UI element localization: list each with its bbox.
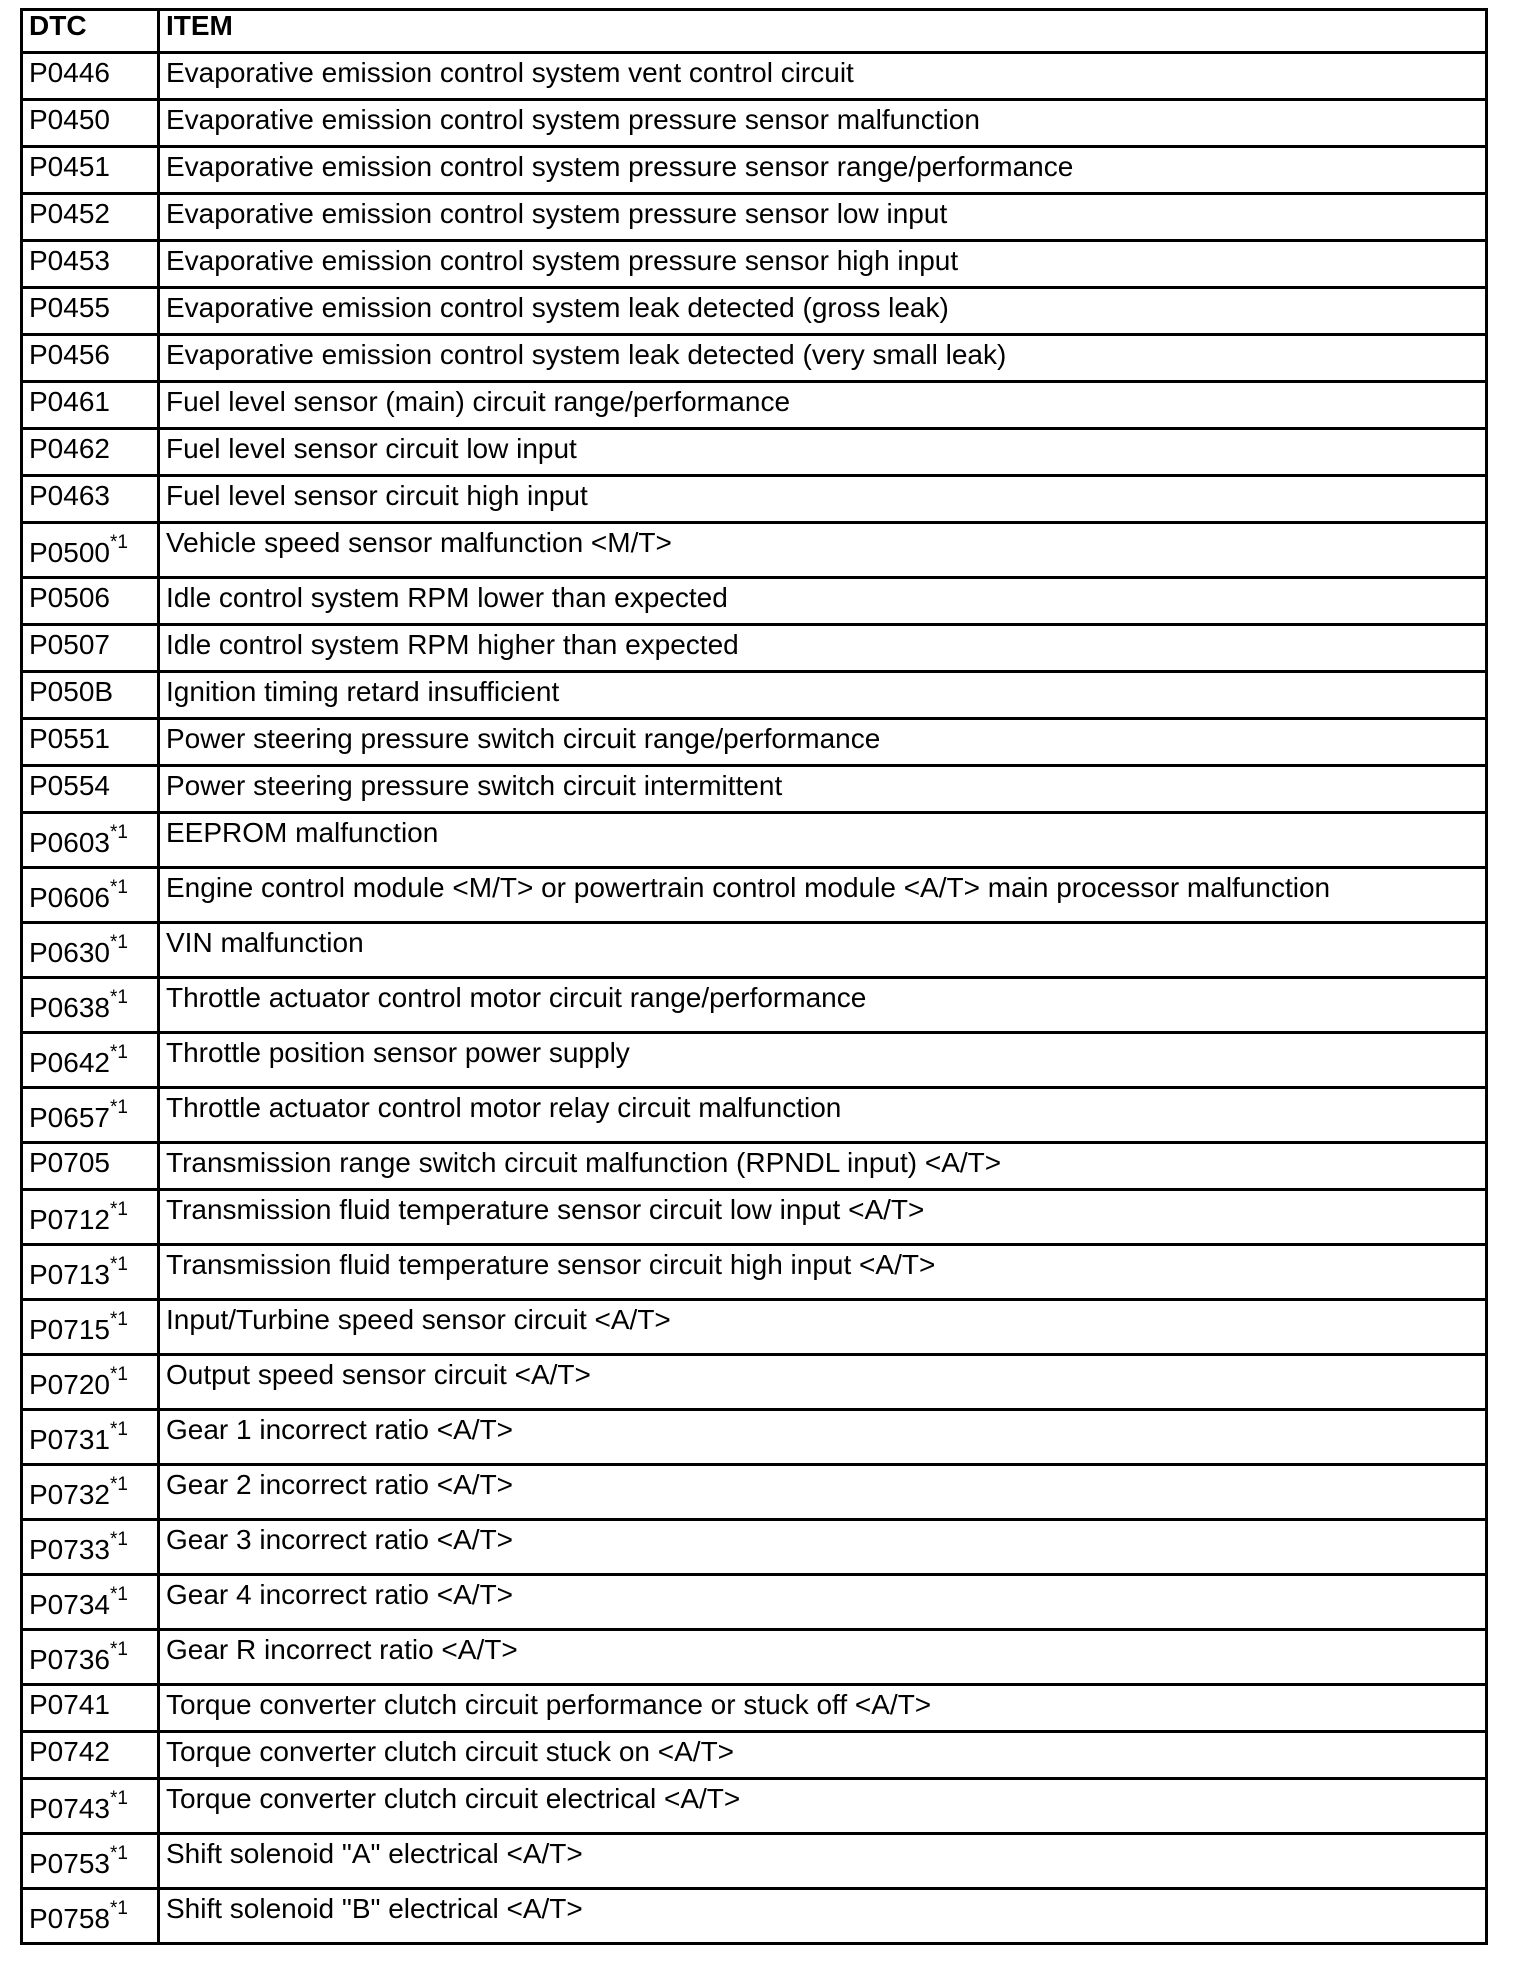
table-row (22, 288, 1487, 335)
table-row (22, 1834, 1487, 1889)
item-cell (159, 53, 1487, 100)
dtc-code: P0463 (29, 480, 110, 511)
dtc-cell (22, 1575, 159, 1630)
item-description: Throttle position sensor power supply (166, 1037, 630, 1068)
table-row (22, 1889, 1487, 1944)
item-cell (159, 1245, 1487, 1300)
item-description: EEPROM malfunction (166, 817, 439, 848)
item-description: Input/Turbine speed sensor circuit <A/T> (166, 1304, 671, 1335)
footnote-marker: *1 (109, 1843, 128, 1864)
footnote-marker: *1 (109, 1529, 128, 1550)
table-row (22, 672, 1487, 719)
item-cell (159, 1685, 1487, 1732)
item-cell (159, 978, 1487, 1033)
table-row (22, 1575, 1487, 1630)
item-description: Throttle actuator control motor relay circuit malfunction (166, 1092, 842, 1123)
item-description: Transmission fluid temperature sensor circuit high input <A/T> (166, 1249, 936, 1280)
item-description: Gear 1 incorrect ratio <A/T> (166, 1414, 514, 1445)
dtc-code: P0758 (29, 1903, 110, 1934)
item-description: Torque converter clutch circuit electrical <A/T> (166, 1783, 741, 1814)
item-cell (159, 672, 1487, 719)
item-description: Idle control system RPM lower than expected (166, 582, 728, 613)
dtc-code: P0731 (29, 1424, 110, 1455)
footnote-marker: *1 (109, 1199, 128, 1220)
table-row (22, 1143, 1487, 1190)
dtc-cell (22, 1088, 159, 1143)
item-cell (159, 335, 1487, 382)
footnote-marker: *1 (109, 822, 128, 843)
item-cell (159, 766, 1487, 813)
item-cell (159, 1033, 1487, 1088)
dtc-cell (22, 335, 159, 382)
item-cell (159, 1190, 1487, 1245)
dtc-code: P0450 (29, 104, 110, 135)
table-row (22, 1465, 1487, 1520)
table-row (22, 476, 1487, 523)
table-row (22, 1520, 1487, 1575)
item-description: Torque converter clutch circuit stuck on <A/T> (166, 1736, 735, 1767)
dtc-cell (22, 868, 159, 923)
dtc-code: P0630 (29, 937, 110, 968)
dtc-code: P0753 (29, 1848, 110, 1879)
item-description: Gear 4 incorrect ratio <A/T> (166, 1579, 514, 1610)
dtc-cell (22, 719, 159, 766)
table-row (22, 100, 1487, 147)
dtc-code: P0461 (29, 386, 110, 417)
item-description: Shift solenoid "A" electrical <A/T> (166, 1838, 583, 1869)
item-cell (159, 1779, 1487, 1834)
item-cell (159, 476, 1487, 523)
footnote-marker: *1 (109, 877, 128, 898)
dtc-code: P050B (29, 676, 114, 707)
footnote-marker: *1 (109, 532, 128, 553)
item-cell (159, 100, 1487, 147)
item-description: Torque converter clutch circuit performance or stuck off <A/T> (166, 1689, 932, 1720)
item-description: Evaporative emission control system vent control circuit (166, 57, 854, 88)
dtc-code: P0736 (29, 1644, 110, 1675)
dtc-code: P0734 (29, 1589, 110, 1620)
item-description: Evaporative emission control system pressure sensor malfunction (166, 104, 980, 135)
dtc-code: P0705 (29, 1147, 110, 1178)
dtc-code: P0713 (29, 1259, 110, 1290)
item-cell (159, 868, 1487, 923)
table-row (22, 1355, 1487, 1410)
dtc-cell (22, 1143, 159, 1190)
table-row (22, 53, 1487, 100)
item-cell (159, 1630, 1487, 1685)
item-description: Evaporative emission control system pressure sensor high input (166, 245, 959, 276)
header-dtc: DTC (22, 10, 159, 53)
table-row (22, 923, 1487, 978)
dtc-cell (22, 1355, 159, 1410)
dtc-cell (22, 1732, 159, 1779)
dtc-cell (22, 147, 159, 194)
table-row (22, 813, 1487, 868)
footnote-marker: *1 (109, 1042, 128, 1063)
item-description: Power steering pressure switch circuit intermittent (166, 770, 783, 801)
dtc-cell (22, 1190, 159, 1245)
table-row (22, 1685, 1487, 1732)
dtc-table (20, 8, 1488, 1945)
item-description: Idle control system RPM higher than expected (166, 629, 739, 660)
item-cell (159, 194, 1487, 241)
table-row (22, 194, 1487, 241)
dtc-cell (22, 241, 159, 288)
dtc-cell (22, 100, 159, 147)
dtc-cell (22, 625, 159, 672)
dtc-cell (22, 53, 159, 100)
item-description: Fuel level sensor circuit high input (166, 480, 588, 511)
table-row (22, 382, 1487, 429)
dtc-code: P0554 (29, 770, 110, 801)
footnote-marker: *1 (109, 1419, 128, 1440)
footnote-marker: *1 (109, 987, 128, 1008)
item-description: Engine control module <M/T> or powertrain control module <A/T> main processor malfunction (166, 872, 1331, 903)
dtc-cell (22, 578, 159, 625)
dtc-code: P0743 (29, 1793, 110, 1824)
item-cell (159, 625, 1487, 672)
header-item: ITEM (159, 10, 1487, 53)
dtc-cell (22, 1300, 159, 1355)
item-description: Power steering pressure switch circuit range/performance (166, 723, 881, 754)
dtc-cell (22, 813, 159, 868)
footnote-marker: *1 (109, 1097, 128, 1118)
item-cell (159, 429, 1487, 476)
dtc-cell (22, 1889, 159, 1944)
footnote-marker: *1 (109, 1898, 128, 1919)
item-cell (159, 1143, 1487, 1190)
dtc-code: P0606 (29, 882, 110, 913)
table-row (22, 766, 1487, 813)
dtc-cell (22, 1410, 159, 1465)
dtc-cell (22, 923, 159, 978)
item-cell (159, 1300, 1487, 1355)
dtc-code: P0451 (29, 151, 110, 182)
dtc-code: P0712 (29, 1204, 110, 1235)
item-description: VIN malfunction (166, 927, 364, 958)
item-description: Transmission range switch circuit malfunction (RPNDL input) <A/T> (166, 1147, 1002, 1178)
item-description: Throttle actuator control motor circuit range/performance (166, 982, 867, 1013)
item-cell (159, 382, 1487, 429)
dtc-cell (22, 288, 159, 335)
table-row (22, 429, 1487, 476)
footnote-marker: *1 (109, 1364, 128, 1385)
footnote-marker: *1 (109, 1788, 128, 1809)
dtc-cell (22, 1033, 159, 1088)
item-description: Ignition timing retard insufficient (166, 676, 560, 707)
dtc-code: P0507 (29, 629, 110, 660)
dtc-cell (22, 1834, 159, 1889)
table-row (22, 868, 1487, 923)
table-row (22, 1630, 1487, 1685)
dtc-code: P0551 (29, 723, 110, 754)
table-row (22, 578, 1487, 625)
dtc-cell (22, 476, 159, 523)
item-cell (159, 923, 1487, 978)
dtc-code: P0462 (29, 433, 110, 464)
item-cell (159, 1834, 1487, 1889)
table-row (22, 335, 1487, 382)
item-description: Vehicle speed sensor malfunction <M/T> (166, 527, 672, 558)
dtc-cell (22, 382, 159, 429)
dtc-cell (22, 766, 159, 813)
table-row (22, 1732, 1487, 1779)
footnote-marker: *1 (109, 1474, 128, 1495)
item-description: Fuel level sensor (main) circuit range/performance (166, 386, 791, 417)
table-body (22, 53, 1487, 1944)
table-row (22, 147, 1487, 194)
footnote-marker: *1 (109, 1584, 128, 1605)
dtc-code: P0638 (29, 992, 110, 1023)
item-description: Fuel level sensor circuit low input (166, 433, 577, 464)
dtc-code: P0506 (29, 582, 110, 613)
item-description: Evaporative emission control system pressure sensor low input (166, 198, 948, 229)
dtc-code: P0500 (29, 537, 110, 568)
table-row (22, 1300, 1487, 1355)
dtc-cell (22, 1465, 159, 1520)
dtc-cell (22, 429, 159, 476)
item-cell (159, 1355, 1487, 1410)
dtc-code: P0603 (29, 827, 110, 858)
dtc-code: P0732 (29, 1479, 110, 1510)
dtc-code: P0455 (29, 292, 110, 323)
dtc-code: P0733 (29, 1534, 110, 1565)
item-description: Shift solenoid "B" electrical <A/T> (166, 1893, 583, 1924)
table-row (22, 719, 1487, 766)
dtc-code: P0657 (29, 1102, 110, 1133)
table-row (22, 1410, 1487, 1465)
dtc-code: P0452 (29, 198, 110, 229)
item-description: Evaporative emission control system leak detected (gross leak) (166, 292, 949, 323)
table-row (22, 1088, 1487, 1143)
dtc-cell (22, 1685, 159, 1732)
item-description: Gear 3 incorrect ratio <A/T> (166, 1524, 514, 1555)
dtc-code: P0715 (29, 1314, 110, 1345)
table-row (22, 1245, 1487, 1300)
dtc-cell (22, 1245, 159, 1300)
table-row (22, 241, 1487, 288)
footnote-marker: *1 (109, 1254, 128, 1275)
item-description: Gear 2 incorrect ratio <A/T> (166, 1469, 514, 1500)
item-cell (159, 1520, 1487, 1575)
dtc-cell (22, 523, 159, 578)
dtc-code: P0720 (29, 1369, 110, 1400)
item-cell (159, 1575, 1487, 1630)
table-header-row (22, 10, 1487, 53)
dtc-code: P0742 (29, 1736, 110, 1767)
dtc-code: P0642 (29, 1047, 110, 1078)
footnote-marker: *1 (109, 1309, 128, 1330)
item-cell (159, 1889, 1487, 1944)
item-description: Evaporative emission control system leak detected (very small leak) (166, 339, 1007, 370)
dtc-code: P0741 (29, 1689, 110, 1720)
table-row (22, 978, 1487, 1033)
footnote-marker: *1 (109, 1639, 128, 1660)
dtc-code: P0446 (29, 57, 110, 88)
item-cell (159, 1732, 1487, 1779)
dtc-code: P0456 (29, 339, 110, 370)
item-cell (159, 523, 1487, 578)
dtc-cell (22, 194, 159, 241)
item-cell (159, 578, 1487, 625)
dtc-cell (22, 1520, 159, 1575)
item-description: Output speed sensor circuit <A/T> (166, 1359, 591, 1390)
item-cell (159, 1410, 1487, 1465)
item-description: Evaporative emission control system pressure sensor range/performance (166, 151, 1074, 182)
dtc-cell (22, 1630, 159, 1685)
table-row (22, 1779, 1487, 1834)
item-description: Transmission fluid temperature sensor circuit low input <A/T> (166, 1194, 925, 1225)
item-cell (159, 1465, 1487, 1520)
dtc-cell (22, 978, 159, 1033)
table-row (22, 1190, 1487, 1245)
footnote-marker: *1 (109, 932, 128, 953)
item-cell (159, 147, 1487, 194)
item-cell (159, 288, 1487, 335)
table-row (22, 1033, 1487, 1088)
dtc-cell (22, 1779, 159, 1834)
table-row (22, 625, 1487, 672)
dtc-code: P0453 (29, 245, 110, 276)
item-cell (159, 813, 1487, 868)
table-row (22, 523, 1487, 578)
item-cell (159, 719, 1487, 766)
item-description: Gear R incorrect ratio <A/T> (166, 1634, 518, 1665)
item-cell (159, 1088, 1487, 1143)
item-cell (159, 241, 1487, 288)
dtc-cell (22, 672, 159, 719)
